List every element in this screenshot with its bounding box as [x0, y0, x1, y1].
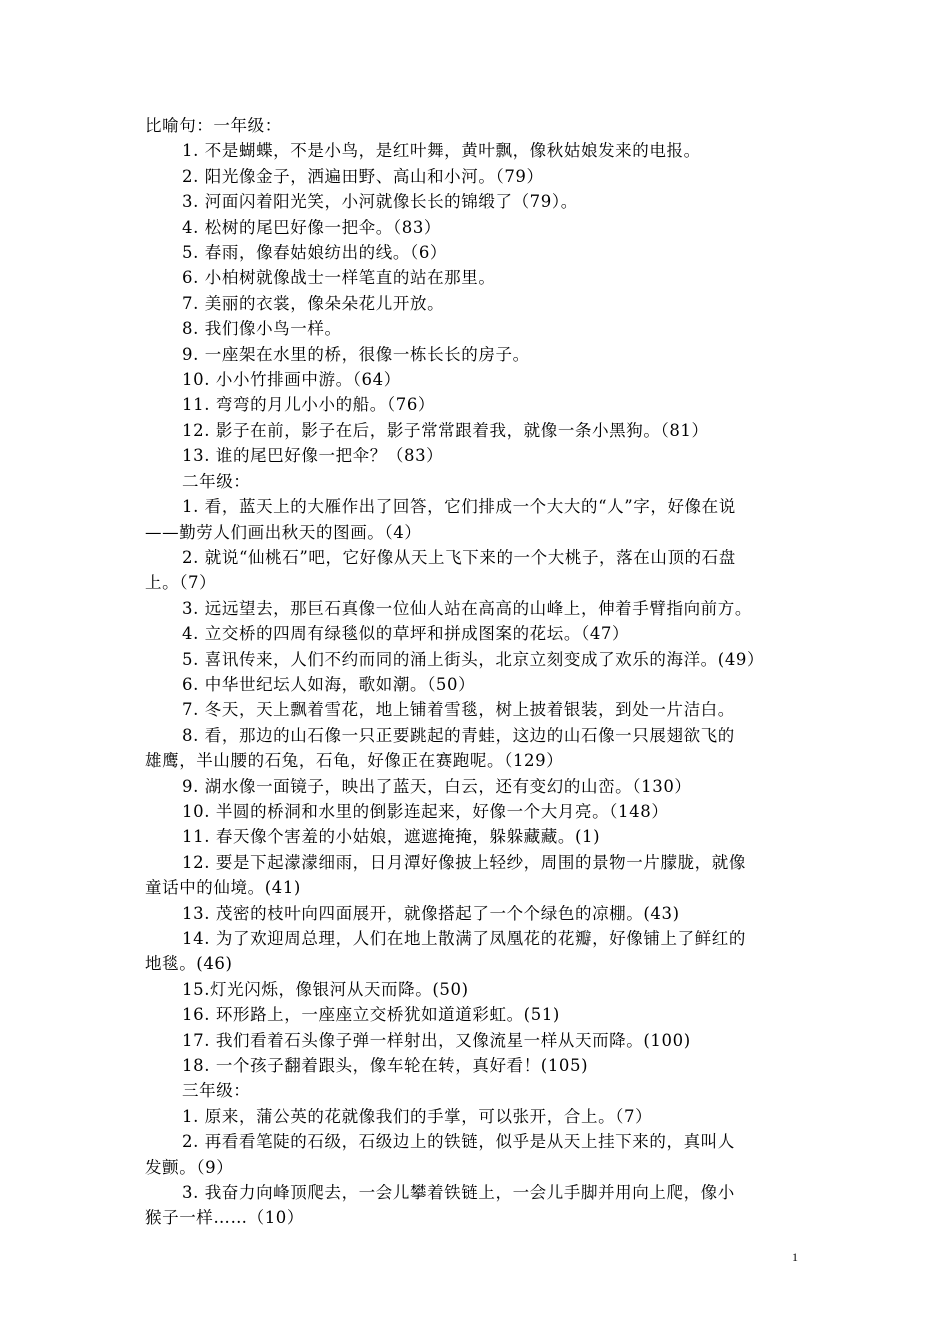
section-title: 比喻句：一年级： — [145, 116, 282, 135]
list-item: 1. 看，蓝天上的大雁作出了回答，它们排成一个大大的“人”字，好像在说 — [182, 497, 736, 517]
grade3-title: 三年级： — [182, 1081, 251, 1101]
list-item: 12. 影子在前，影子在后，影子常常跟着我，就像一条小黑狗。（81） — [182, 420, 709, 440]
list-item-continuation: 猴子一样……（10） — [145, 1208, 304, 1228]
grade1-list — [145, 138, 805, 468]
list-item: 3. 河面闪着阳光笑，小河就像长长的锦缎了（79）。 — [182, 192, 578, 212]
list-item: 13. 谁的尾巴好像一把伞？（83） — [182, 446, 444, 466]
list-item: 3. 远远望去，那巨石真像一位仙人站在高高的山峰上，伸着手臂指向前方。 — [182, 598, 752, 618]
list-item: 12. 要是下起濛濛细雨，日月潭好像披上轻纱，周围的景物一片朦胧，就像 — [182, 852, 746, 872]
list-item: 4. 立交桥的四周有绿毯似的草坪和拼成图案的花坛。（47） — [182, 624, 630, 644]
list-item: 5. 春雨，像春姑娘纺出的线。（6） — [182, 243, 448, 263]
list-item: 1. 不是蝴蝶，不是小鸟，是红叶舞，黄叶飘，像秋姑娘发来的电报。 — [182, 141, 701, 161]
list-item: 16. 环形路上，一座座立交桥犹如道道彩虹。(51) — [182, 1005, 560, 1025]
list-item: 11. 春天像个害羞的小姑娘，遮遮掩掩，躲躲藏藏。(1) — [182, 827, 601, 847]
list-item: 10. 小小竹排画中游。（64） — [182, 370, 401, 390]
list-item-continuation: 发颤。（9） — [145, 1157, 234, 1177]
list-item: 15.灯光闪烁，像银河从天而降。(50) — [182, 979, 469, 999]
list-item-continuation: 上。（7） — [145, 573, 217, 593]
page-number: 1 — [792, 1250, 798, 1264]
list-item: 7. 美丽的衣裳，像朵朵花儿开放。 — [182, 293, 445, 313]
grade2-list — [145, 494, 805, 1078]
list-item: 2. 就说“仙桃石”吧，它好像从天上飞下来的一个大桃子，落在山顶的石盘 — [182, 547, 736, 567]
list-item: 3. 我奋力向峰顶爬去，一会儿攀着铁链上，一会儿手脚并用向上爬，像小 — [182, 1183, 735, 1203]
list-item: 11. 弯弯的月儿小小的船。（76） — [182, 395, 436, 415]
grade2-title: 二年级： — [182, 471, 251, 491]
list-item: 8. 我们像小鸟一样。 — [182, 319, 342, 339]
list-item: 1. 原来，蒲公英的花就像我们的手掌，可以张开，合上。（7） — [182, 1106, 653, 1126]
document-body — [145, 113, 805, 1231]
list-item: 2. 再看看笔陡的石级，石级边上的铁链，似乎是从天上挂下来的，真叫人 — [182, 1132, 735, 1152]
list-item: 9. 一座架在水里的桥，很像一栋长长的房子。 — [182, 344, 530, 364]
list-item: 6. 中华世纪坛人如海，歌如潮。（50） — [182, 674, 476, 694]
list-item: 9. 湖水像一面镜子，映出了蓝天，白云，还有变幻的山峦。（130） — [182, 776, 692, 796]
list-item-continuation: 地毯。(46) — [145, 954, 233, 974]
list-item: 17. 我们看着石头像子弹一样射出，又像流星一样从天而降。(100) — [182, 1030, 691, 1050]
list-item: 8. 看，那边的山石像一只正要跳起的青蛙，这边的山石像一只展翅欲飞的 — [182, 725, 735, 745]
list-item: 7. 冬天，天上飘着雪花，地上铺着雪毯，树上披着银装，到处一片洁白。 — [182, 700, 735, 720]
list-item-continuation: 雄鹰，半山腰的石兔，石龟，好像正在赛跑呢。（129） — [145, 751, 564, 771]
list-item: 2. 阳光像金子，洒遍田野、高山和小河。（79） — [182, 166, 544, 186]
list-item: 13. 茂密的枝叶向四面展开，就像搭起了一个个绿色的凉棚。(43) — [182, 903, 680, 923]
list-item: 4. 松树的尾巴好像一把伞。（83） — [182, 217, 442, 237]
grade3-list — [145, 1104, 805, 1231]
list-item-continuation: ——勤劳人们画出秋天的图画。（4） — [145, 522, 422, 542]
list-item: 6. 小柏树就像战士一样笔直的站在那里。 — [182, 268, 496, 288]
list-item: 10. 半圆的桥洞和水里的倒影连起来，好像一个大月亮。（148） — [182, 801, 669, 821]
list-item: 14. 为了欢迎周总理，人们在地上散满了凤凰花的花瓣，好像铺上了鲜红的 — [182, 929, 746, 948]
list-item-continuation: 童话中的仙境。(41) — [145, 878, 301, 898]
list-item: 5. 喜讯传来，人们不约而同的涌上街头，北京立刻变成了欢乐的海洋。(49） — [182, 649, 765, 669]
list-item: 18. 一个孩子翻着跟头，像车轮在转，真好看！(105) — [182, 1056, 589, 1076]
